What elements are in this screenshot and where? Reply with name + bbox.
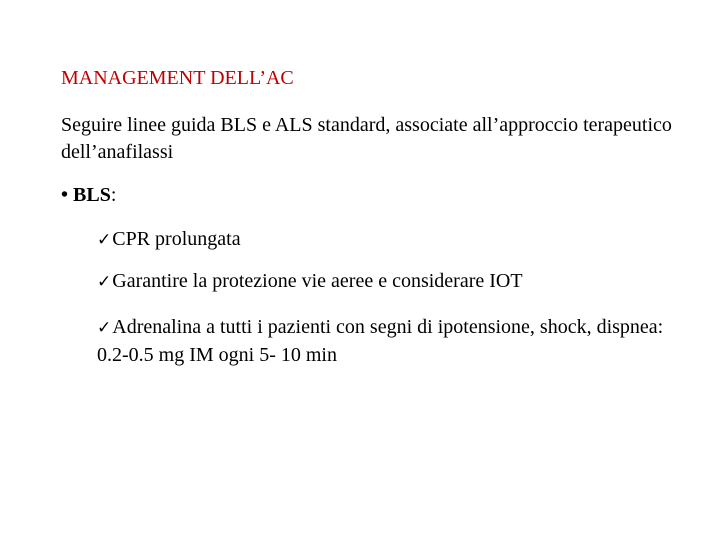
bullet-marker: • [61, 184, 69, 206]
bullet-bls [61, 183, 116, 207]
bullet-label: BLS [73, 184, 111, 206]
list-item [97, 226, 697, 254]
check-icon: ✓ [97, 230, 112, 250]
check-icon: ✓ [97, 318, 112, 338]
list-item [97, 314, 697, 369]
intro-text: Seguire linee guida BLS e ALS standard, associate all’approccio terapeutico dell’anafilassi [61, 114, 672, 163]
list-item-text: Adrenalina a tutti i pazienti con segni di ipotensione, shock, dispnea: 0.2-0.5 mg IM ogni 5- 10 min [97, 316, 664, 366]
bullet-suffix: : [110, 184, 117, 206]
list-item [97, 268, 697, 296]
list-item-text: CPR prolungata [112, 228, 241, 250]
slide-title: MANAGEMENT DELL’AC [61, 67, 294, 89]
check-icon: ✓ [97, 272, 112, 292]
list-item-text: Garantire la protezione vie aeree e considerare IOT [112, 270, 523, 292]
